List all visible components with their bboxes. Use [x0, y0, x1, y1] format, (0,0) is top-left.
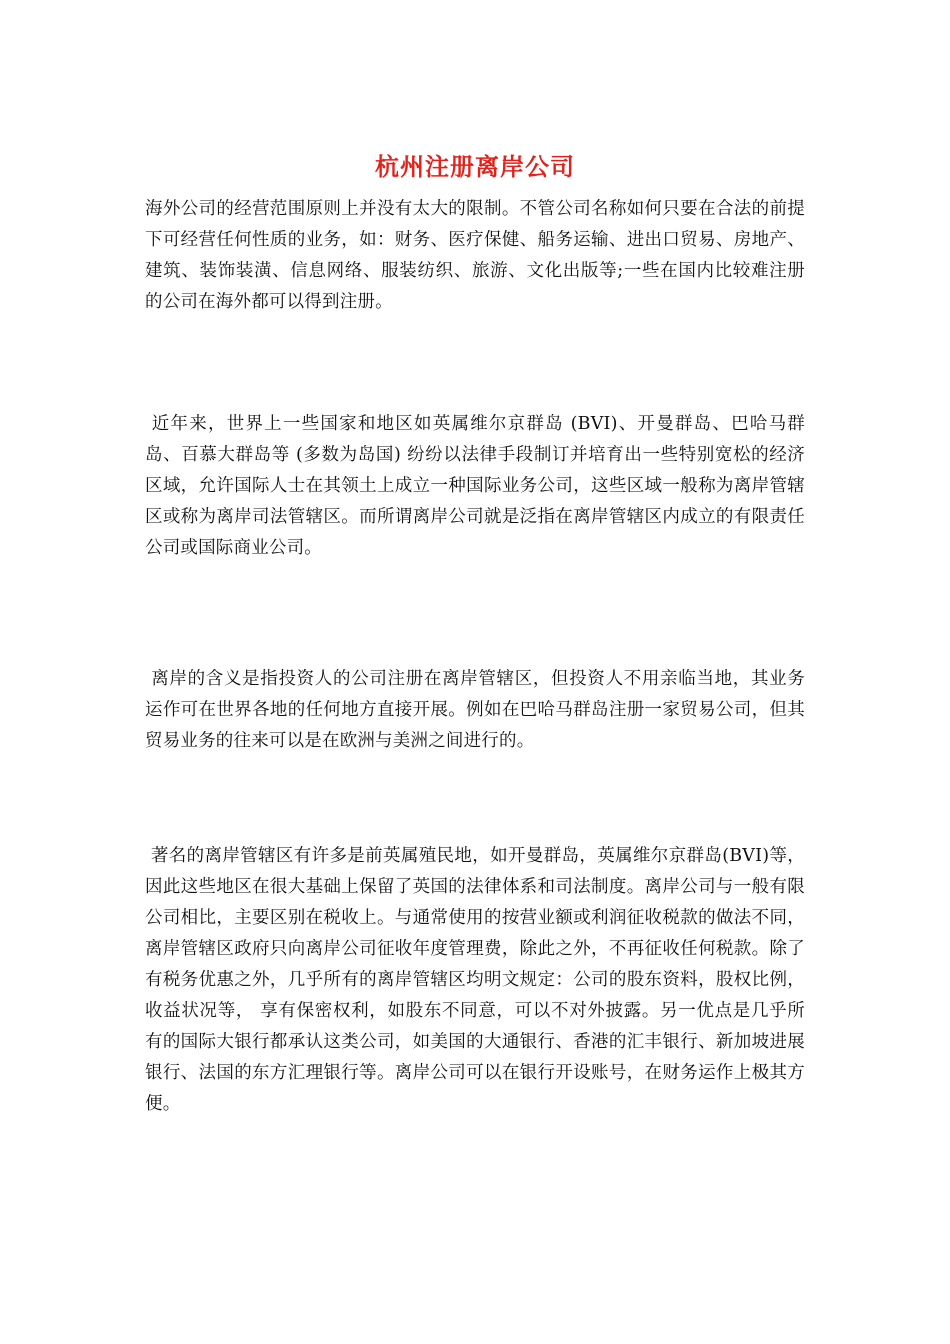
paragraph-famous-jurisdictions: 著名的离岸管辖区有许多是前英属殖民地，如开曼群岛，英属维尔京群岛(BVI)等，因此这些地区在很大基础上保留了英国的法律体系和司法制度。离岸公司与一般有限公司相比，主要区别在税收上。与通常使用的按营业额或利润征收税款的做法不同，离岸管辖区政府只向离岸公司征收年度管理费，除此之外，不再征收任何税款。除了有税务优惠之外，几乎所有的离岸管辖区均明文规定：公司的股东资料，股权比例，收益状况等， 享有保密权利，如股东不同意，可以不对外披露。另一优点是几乎所有的国际大银行都承认这类公司，如美国的大通银行、香港的汇丰银行、新加坡进展银行、法国的东方汇理银行等。离岸公司可以在银行开设账号，在财务运作上极其方便。 — [145, 846, 805, 1114]
paragraph-offshore-jurisdictions: 近年来，世界上一些国家和地区如英属维尔京群岛 (BVI)、开曼群岛、巴哈马群岛、百慕大群岛等 (多数为岛国) 纷纷以法律手段制订并培育出一些特别宽松的经济区域，允许国际人士在其领土上成立一种国际业务公司，这些区域一般称为离岸管辖区或称为离岸司法管辖区。而所谓离岸公司就是泛指在离岸管辖区内成立的有限责任公司或国际商业公司。 — [145, 414, 805, 558]
paragraph-offshore-meaning: 离岸的含义是指投资人的公司注册在离岸管辖区，但投资人不用亲临当地，其业务运作可在世界各地的任何地方直接开展。例如在巴哈马群岛注册一家贸易公司，但其贸易业务的往来可以是在欧洲与美洲之间进行的。 — [145, 669, 806, 751]
paragraph-scope: 海外公司的经营范围原则上并没有太大的限制。不管公司名称如何只要在合法的前提下可经营任何性质的业务，如：财务、医疗保健、船务运输、进出口贸易、房地产、建筑、装饰装潢、信息网络、服装纺织、旅游、文化出版等;一些在国内比较难注册的公司在海外都可以得到注册。 — [145, 199, 805, 312]
document-title: 杭州注册离岸公司 — [375, 152, 575, 181]
